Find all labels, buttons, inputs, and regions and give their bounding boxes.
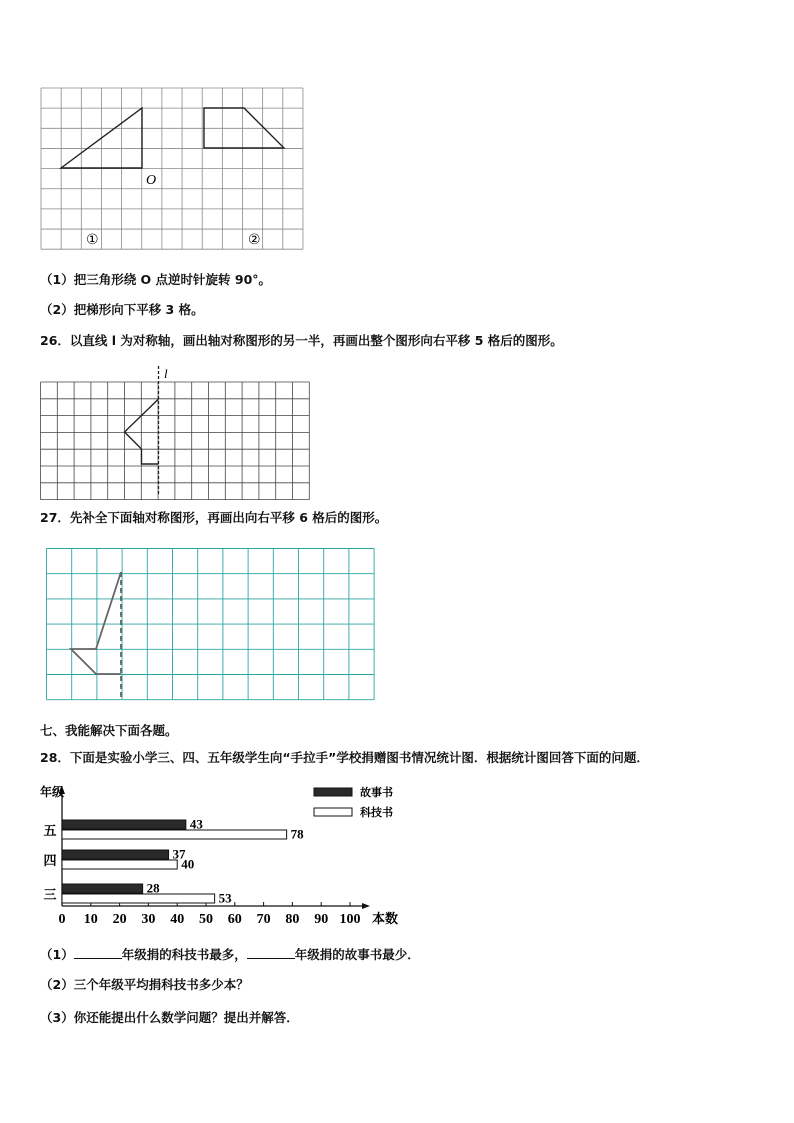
x-tick-label: 80 xyxy=(285,912,300,927)
legend-label: 科技书 xyxy=(360,806,393,819)
grid-lines xyxy=(47,549,375,700)
chart-legend xyxy=(314,785,393,819)
answer-blank-1[interactable] xyxy=(74,946,122,959)
answer-blank-2[interactable] xyxy=(247,946,295,959)
x-tick-label: 100 xyxy=(339,912,361,927)
figure-label-2: ② xyxy=(248,232,261,248)
q26-text: 26．以直线 l 为对称轴，画出轴对称图形的另一半，再画出整个图形向右平移 5 格后的图形。 xyxy=(40,333,563,348)
grid-lines xyxy=(41,382,310,500)
category-label: 三 xyxy=(43,888,57,903)
q28-sub1-middle: 年级捐的科技书最多， xyxy=(121,947,247,962)
q28-sub3: （3）你还能提出什么数学问题？提出并解答． xyxy=(40,1010,299,1025)
bar-value-label: 43 xyxy=(189,816,203,832)
science-book-bar xyxy=(62,894,215,903)
category-label: 五 xyxy=(43,824,57,839)
x-axis-label: 本数 xyxy=(372,912,399,927)
legend-swatch xyxy=(314,808,352,816)
legend-swatch xyxy=(314,788,352,796)
story-book-bar xyxy=(62,820,186,829)
legend-label: 故事书 xyxy=(360,786,393,799)
x-tick-label: 10 xyxy=(83,912,98,927)
q28-sub1-end: 年级捐的故事书最少． xyxy=(294,947,420,962)
symmetry-grid-figure xyxy=(40,366,312,494)
section7-heading: 七、我能解决下面各题。 xyxy=(40,723,178,738)
science-book-bar xyxy=(62,860,177,869)
y-axis-label: 年级 xyxy=(39,785,65,799)
q28-sub2: （2）三个年级平均捐科技书多少本？ xyxy=(40,977,249,992)
q25-part2: （2）把梯形向下平移 3 格。 xyxy=(40,302,204,317)
x-tick-label: 30 xyxy=(141,912,156,927)
category-label: 四 xyxy=(43,854,57,869)
bar-value-label: 53 xyxy=(218,890,232,906)
x-tick-label: 0 xyxy=(58,912,66,927)
bar-value-label: 78 xyxy=(290,826,304,842)
x-tick-label: 60 xyxy=(227,912,242,927)
q28-sub1 xyxy=(40,946,420,963)
figure-label-1: ① xyxy=(86,232,99,248)
rotation-grid-figure xyxy=(36,84,310,256)
story-book-bar xyxy=(62,850,169,859)
teal-grid-figure xyxy=(46,548,376,704)
x-tick-label: 50 xyxy=(199,912,213,927)
x-tick-label: 70 xyxy=(256,912,271,927)
axis-l-label: l xyxy=(164,366,168,381)
story-book-bar xyxy=(62,884,143,893)
q28-text: 28．下面是实验小学三、四、五年级学生向“手拉手”学校捐赠图书情况统计图．根据统计图回答下面的问题． xyxy=(40,750,649,765)
x-axis-arrow xyxy=(362,903,370,909)
x-tick-label: 90 xyxy=(314,912,329,927)
q27-text: 27．先补全下面轴对称图形，再画出向右平移 6 格后的图形。 xyxy=(40,510,388,525)
bar-value-label: 40 xyxy=(181,856,195,872)
science-book-bar xyxy=(62,830,287,839)
half-figure xyxy=(71,572,121,674)
x-tick-label: 40 xyxy=(170,912,185,927)
donation-bar-chart xyxy=(30,778,430,938)
chart-bars xyxy=(62,820,287,903)
point-o-label: O xyxy=(146,173,157,188)
bar-value-label: 28 xyxy=(146,880,160,896)
x-tick-label: 20 xyxy=(112,912,127,927)
bar-value-label: 37 xyxy=(172,846,186,862)
q28-sub1-prefix: （1） xyxy=(40,947,74,962)
q25-part1: （1）把三角形绕 O 点逆时针旋转 90°。 xyxy=(40,272,272,287)
